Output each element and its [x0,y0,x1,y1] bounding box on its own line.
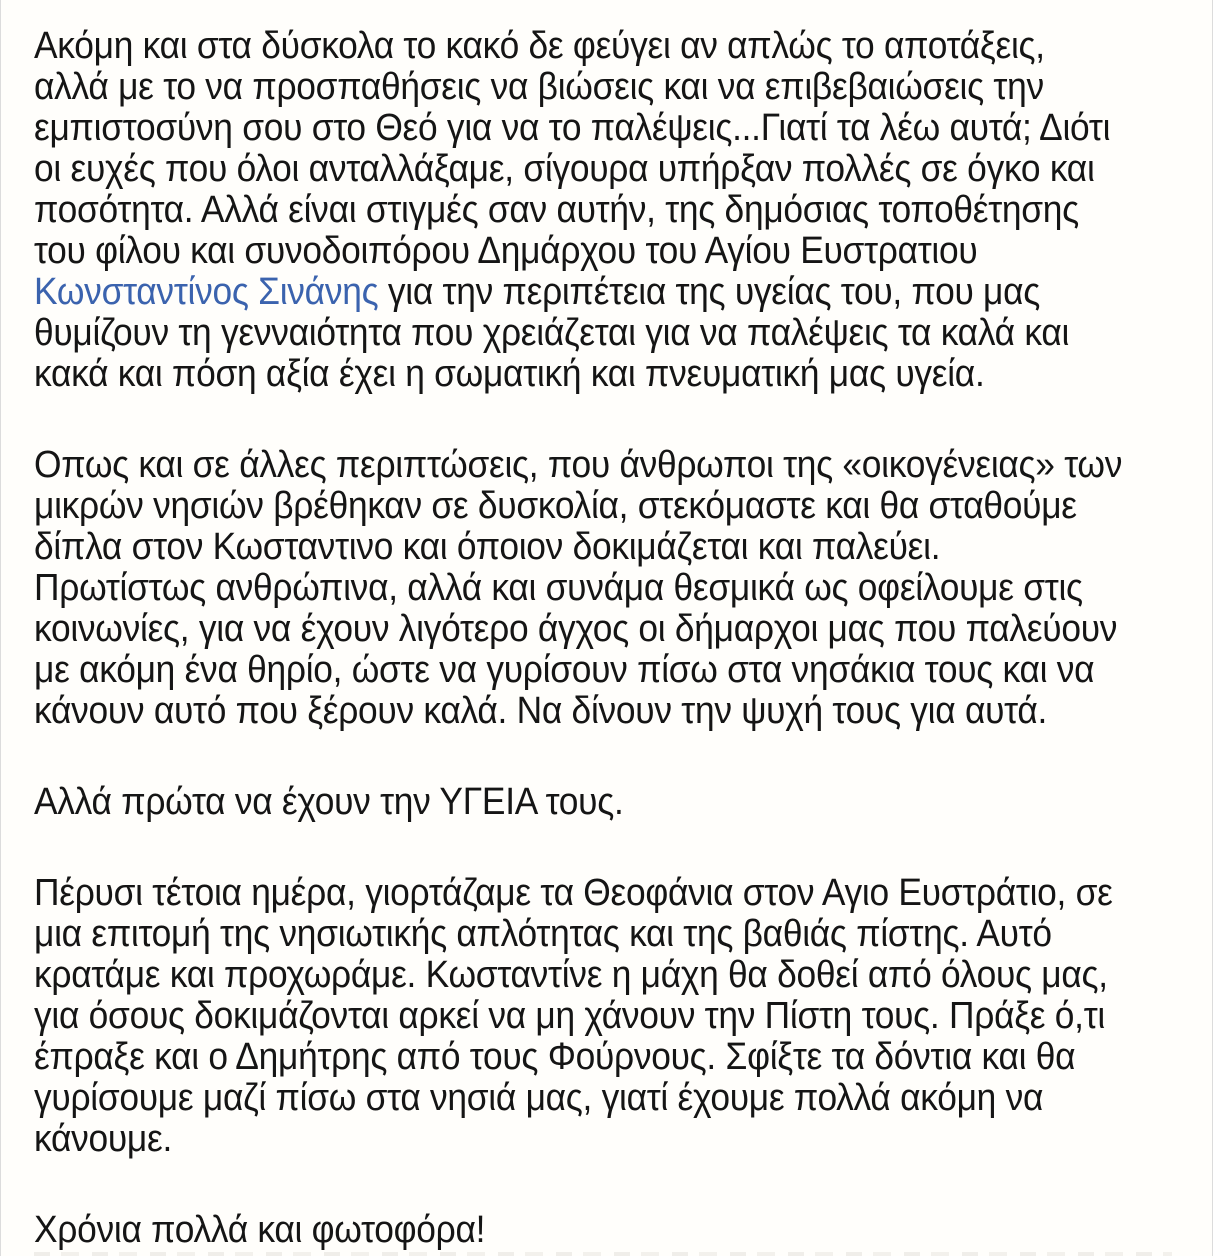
text-line [34,872,1113,914]
clipped-next-line-fragment [34,1252,1172,1256]
text-segment: μικρών νησιών βρέθηκαν σε δυσκολία, στεκόμαστε και θα σταθούμε [34,485,1077,527]
text-segment: κρατάμε και προχωράμε. Κωσταντίνε η μάχη θα δοθεί από όλους μας, [34,954,1108,996]
text-segment: κακά και πόση αξία έχει η σωματική και πνευματική μας υγεία. [34,353,985,395]
text-segment: έπραξε και ο Δημήτρης από τους Φούρνους. Σφίξτε τα δόντια και θα [34,1036,1076,1078]
text-segment: Πρωτίστως ανθρώπινα, αλλά και συνάμα θεσμικά ως οφείλουμε στις [34,567,1083,609]
text-line [34,568,1105,609]
text-segment: κοινωνίες, για να έχουν λιγότερο άγχος οι δήμαρχοι μας που παλεύουν [34,608,1118,650]
text-segment: γυρίσουμε μαζί πίσω στα νησιά μας, γιατί έχουμε πολλά ακόμη να [34,1077,1044,1119]
text-line [34,1078,1105,1119]
text-segment: για την περιπέτεια της υγείας του, που μας [378,271,1041,313]
text-segment: για όσους δοκιμάζονται αρκεί να μη χάνουν την Πίστη τους. Πράξε ό,τι [34,995,1105,1037]
text-segment: εμπιστοσύνη σου στο Θεό για να το παλέψεις...Γιατί τα λέω αυτά; Διότι [34,107,1111,149]
text-line [34,1210,1105,1251]
text-segment: Πέρυσι τέτοια ημέρα, γιορτάζαμε τα Θεοφάνια στον Αγιο Ευστράτιο, σε [34,872,1113,914]
text-segment: μια επιτομή της νησιωτικής απλότητας και της βαθιάς πίστης. Αυτό [34,913,1052,955]
text-line [34,954,1108,996]
text-line [34,149,1105,190]
text-line [34,67,1105,108]
text-segment: του φίλου και συνοδοιπόρου Δημάρχου του Αγίου Ευστρατιου [34,230,978,272]
post-body [1,0,1212,1251]
paragraph [34,445,1186,732]
text-segment: θυμίζουν τη γενναιότητα που χρειάζεται για να παλέψεις τα καλά και [34,312,1070,354]
text-line [34,444,1123,486]
text-segment: με ακόμη ένα θηρίο, ώστε να γυρίσουν πίσω στα νησάκια τους και να [34,649,1095,691]
text-segment: οι ευχές που όλοι ανταλλάξαμε, σίγουρα υπήρξαν πολλές σε όγκο και [34,148,1095,190]
text-segment: Χρόνια πολλά και φωτοφόρα! [34,1209,486,1251]
text-segment: Αλλά πρώτα να έχουν την ΥΓΕΙΑ τους. [34,781,624,823]
text-segment: κάνουμε. [34,1118,173,1160]
text-line [34,650,1105,691]
text-line [34,272,1105,313]
text-line [34,996,1105,1037]
text-line [34,914,1105,955]
text-line [34,486,1105,527]
text-line [34,107,1111,149]
person-link[interactable]: Κωνσταντίνος Σινάνης [34,271,379,313]
text-segment: Ακόμη και στα δύσκολα το κακό δε φεύγει αν απλώς το αποτάξεις, [34,25,1045,67]
paragraph [34,26,1186,395]
text-line [34,231,1105,272]
text-line [34,527,1105,568]
text-line [34,354,1105,395]
text-segment: δίπλα στον Κωσταντινο και όποιον δοκιμάζεται και παλεύει. [34,526,941,568]
text-line [34,1119,1105,1160]
text-segment: κάνουν αυτό που ξέρουν καλά. Να δίνουν την ψυχή τους για αυτά. [34,690,1048,732]
text-segment: Οπως και σε άλλες περιπτώσεις, που άνθρωποι της «οικογένειας» των [34,444,1123,486]
text-segment: ποσότητα. Αλλά είναι στιγμές σαν αυτήν, της δημόσιας τοποθέτησης [34,189,1079,231]
text-line [34,691,1105,732]
paragraph [34,782,1186,823]
text-segment: αλλά με το να προσπαθήσεις να βιώσεις και να επιβεβαιώσεις την [34,66,1044,108]
text-line [34,313,1105,354]
text-line [34,1037,1105,1078]
paragraph [34,873,1186,1160]
text-line [34,608,1118,650]
text-line [34,190,1105,231]
text-line [34,26,1105,67]
text-line [34,782,1105,823]
paragraph [34,1210,1186,1251]
